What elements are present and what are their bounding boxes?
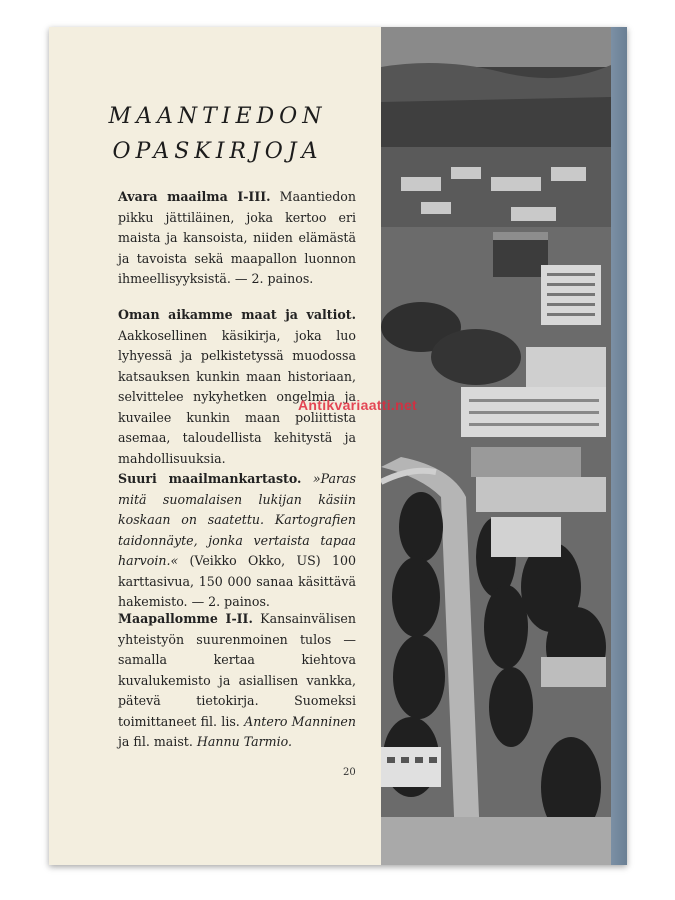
watermark-text: Antikvariaatti.net <box>298 397 417 413</box>
entry-title: Avara maailma I-III. <box>118 189 271 204</box>
entry-body: (Veikko Okko, US) 100 karttasivua, 150 000 sanaa käsittävä hakemisto. — 2. painos. <box>118 553 356 609</box>
entry-body: Aakkosellinen käsikirja, joka luo lyhyessä ja pelkistetyssä muodossa katsauksen kunkin maan historiaan, selvittelee nykyhetken ongelmia ja kuvailee kunkin maan poliittista asemaa, taloudellista kehitystä ja mahdollisuuksia. <box>118 327 356 466</box>
aerial-city-photo <box>381 27 611 865</box>
page-number: 20 <box>343 767 356 778</box>
heading-line-2: OPASKIRJOJA <box>112 139 323 164</box>
entry-maapallomme <box>118 609 356 753</box>
heading-line-1: MAANTIEDON <box>108 104 327 129</box>
entry-title: Maapallomme I-II. <box>118 611 253 626</box>
editor-joiner: ja fil. maist. <box>118 734 193 749</box>
aerial-photo-drawing <box>381 27 611 865</box>
entry-oman-aikamme <box>118 305 356 469</box>
entry-suuri-maailmankartasto <box>118 469 356 613</box>
entry-body: Kansainvälisen yhteistyön suurenmoinen tulos — samalla kertaa kiehtova kuvalukemisto ja asiallisen vankka, pätevä tietokirja. Suomeksi toimittaneet fil. lis. <box>118 611 356 729</box>
entry-title: Oman aikamme maat ja valtiot. <box>118 307 356 322</box>
entry-quote: »Paras mitä suomalaisen lukijan käsiin koskaan on saatettu. Kartografien taidonnäyte, jonka vertaista tapaa harvoin.« <box>118 471 356 568</box>
entry-avara-maailma <box>118 187 356 290</box>
entry-body: Maantiedon pikku jättiläinen, joka kertoo eri maista ja kansoista, niiden elämästä ja tavoista sekä maapallon luonnon ihmeellisyyksistä. — 2. painos. <box>118 189 356 286</box>
entry-title: Suuri maailmankartasto. <box>118 471 302 486</box>
editor-name-1: Antero Manninen <box>244 713 357 729</box>
editor-name-2: Hannu Tarmio. <box>196 734 292 749</box>
